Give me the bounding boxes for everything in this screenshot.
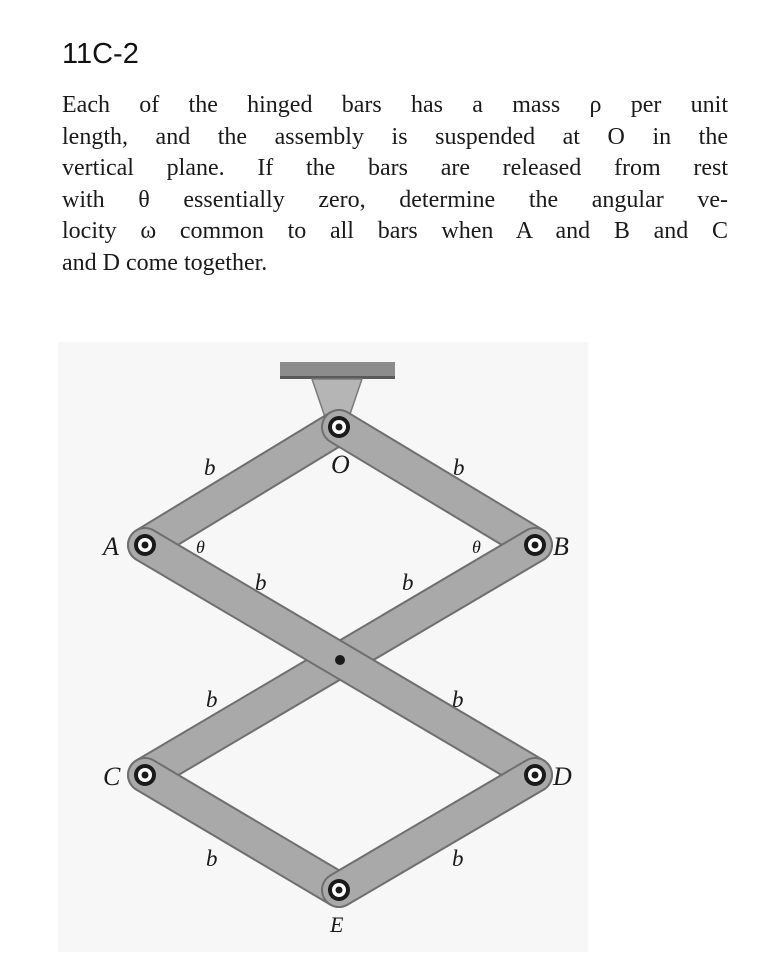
ceiling-hatch bbox=[280, 362, 395, 378]
problem-statement-line: with θ essentially zero, determine the angular ve- bbox=[62, 186, 728, 213]
label-length-b: b bbox=[206, 687, 218, 712]
label-point-E: E bbox=[330, 912, 344, 937]
label-length-b: b bbox=[206, 846, 218, 871]
label-point-B: B bbox=[553, 532, 569, 561]
label-point-A: A bbox=[103, 532, 119, 561]
hinge-E bbox=[328, 879, 350, 901]
hinge-C bbox=[134, 764, 156, 786]
label-length-b: b bbox=[452, 846, 464, 871]
label-length-b: b bbox=[402, 570, 414, 595]
label-angle-theta: θ bbox=[472, 537, 481, 557]
problem-statement-line: locity ω common to all bars when A and B and C bbox=[62, 218, 728, 244]
label-point-O: O bbox=[331, 450, 350, 479]
problem-statement-line: Each of the hinged bars has a mass ρ per unit bbox=[62, 92, 728, 118]
problem-number: 11C-2 bbox=[62, 38, 139, 70]
problem-statement-line: and D come together. bbox=[62, 249, 268, 276]
label-angle-theta: θ bbox=[196, 537, 205, 557]
hinge-center-pin bbox=[335, 655, 345, 665]
hinge-D bbox=[524, 764, 546, 786]
hinge-O bbox=[328, 416, 350, 438]
label-length-b: b bbox=[255, 570, 267, 595]
label-length-b: b bbox=[204, 455, 216, 480]
hinge-B bbox=[524, 534, 546, 556]
label-length-b: b bbox=[452, 687, 464, 712]
problem-statement-line: vertical plane. If the bars are released from rest bbox=[62, 155, 728, 181]
label-length-b: b bbox=[453, 455, 465, 480]
problem-statement-line: length, and the assembly is suspended at O in the bbox=[62, 123, 728, 150]
label-point-D: D bbox=[553, 762, 572, 791]
label-point-C: C bbox=[103, 762, 121, 791]
hinge-A bbox=[134, 534, 156, 556]
